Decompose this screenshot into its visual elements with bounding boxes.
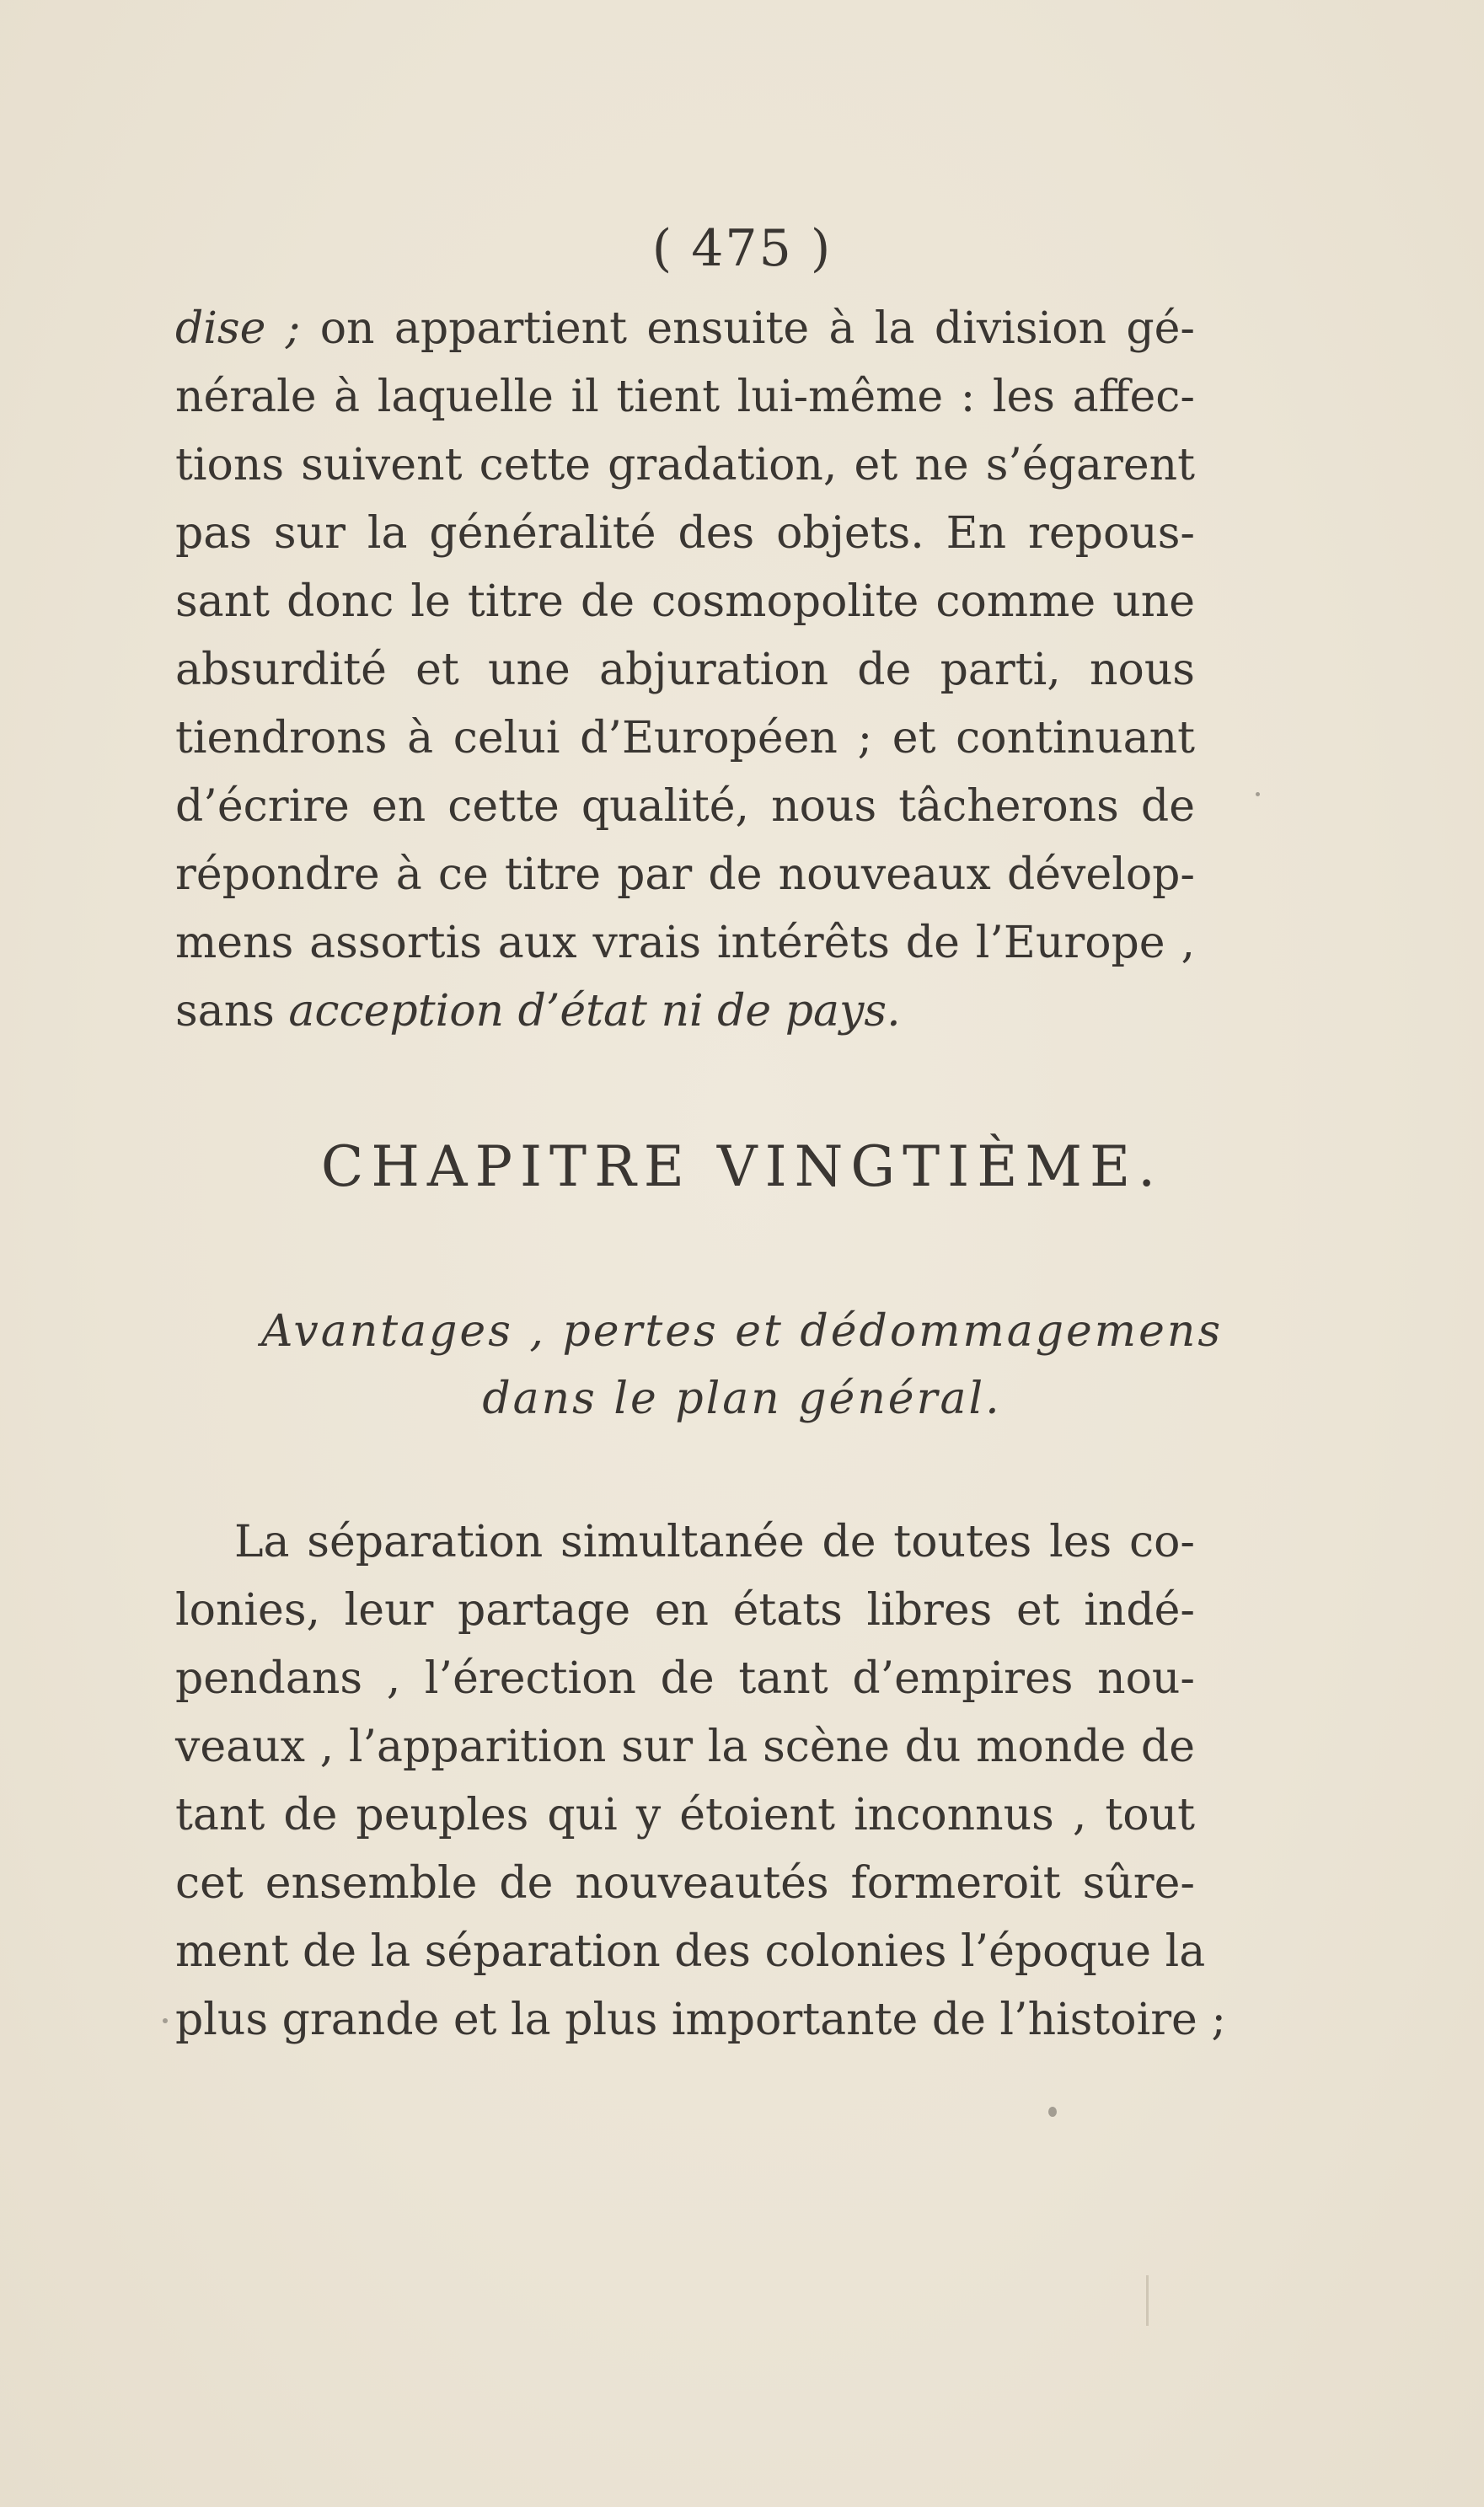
subtitle-line-2: dans le plan général.: [482, 1374, 1002, 1424]
text-line: ment de la séparation des colonies l’époque la: [175, 1926, 1206, 1977]
chapter-heading: CHAPITRE VINGTIÈME.: [320, 1134, 1164, 1199]
text-line: mens assortis aux vrais intérêts de l’Europe ,: [175, 918, 1195, 968]
text-line: tant de peuples qui y étoient inconnus , tout: [175, 1790, 1195, 1840]
text-line: nérale à laquelle il tient lui-même : les affec-: [175, 372, 1195, 422]
text-line: sant donc le titre de cosmopolite comme une: [175, 576, 1195, 627]
text-line: cet ensemble de nouveautés formeroit sûre-: [175, 1858, 1195, 1909]
text-line: plus grande et la plus importante de l’histoire ;: [175, 1995, 1226, 2045]
text-line: d’écrire en cette qualité, nous tâcherons de: [175, 781, 1195, 832]
text-line: sans acception d’état ni de pays.: [175, 986, 901, 1037]
text-line: veaux , l’apparition sur la scène du monde de: [175, 1722, 1195, 1772]
text-line: La séparation simultanée de toutes les co-: [234, 1517, 1195, 1567]
paper-speck: [1256, 792, 1260, 796]
chapter-subtitle: [0, 1298, 1484, 1433]
paper-speck: [163, 2018, 168, 2023]
text-line: absurdité et une abjuration de parti, nous: [175, 645, 1195, 695]
page-number: ( 475 ): [651, 219, 833, 278]
text-line: dise ; on appartient ensuite à la division gé-: [175, 303, 1195, 354]
subtitle-line-1: Avantages , pertes et dédommagemens: [260, 1306, 1224, 1357]
paragraph-continued: [175, 295, 1195, 1046]
text-line: tiendrons à celui d’Européen ; et continuant: [175, 713, 1195, 763]
text-line: pas sur la généralité des objets. En repous-: [175, 508, 1195, 559]
text-line: lonies, leur partage en états libres et indé-: [175, 1585, 1195, 1636]
paragraph-chapter-start: [175, 1508, 1226, 2054]
text-line: pendans , l’érection de tant d’empires nou-: [175, 1653, 1195, 1704]
text-line: tions suivent cette gradation, et ne s’égarent: [175, 440, 1195, 490]
paper-mark: [1146, 2275, 1149, 2326]
paper-speck: [1048, 2107, 1057, 2117]
text-line: répondre à ce titre par de nouveaux dévelop-: [175, 849, 1195, 900]
